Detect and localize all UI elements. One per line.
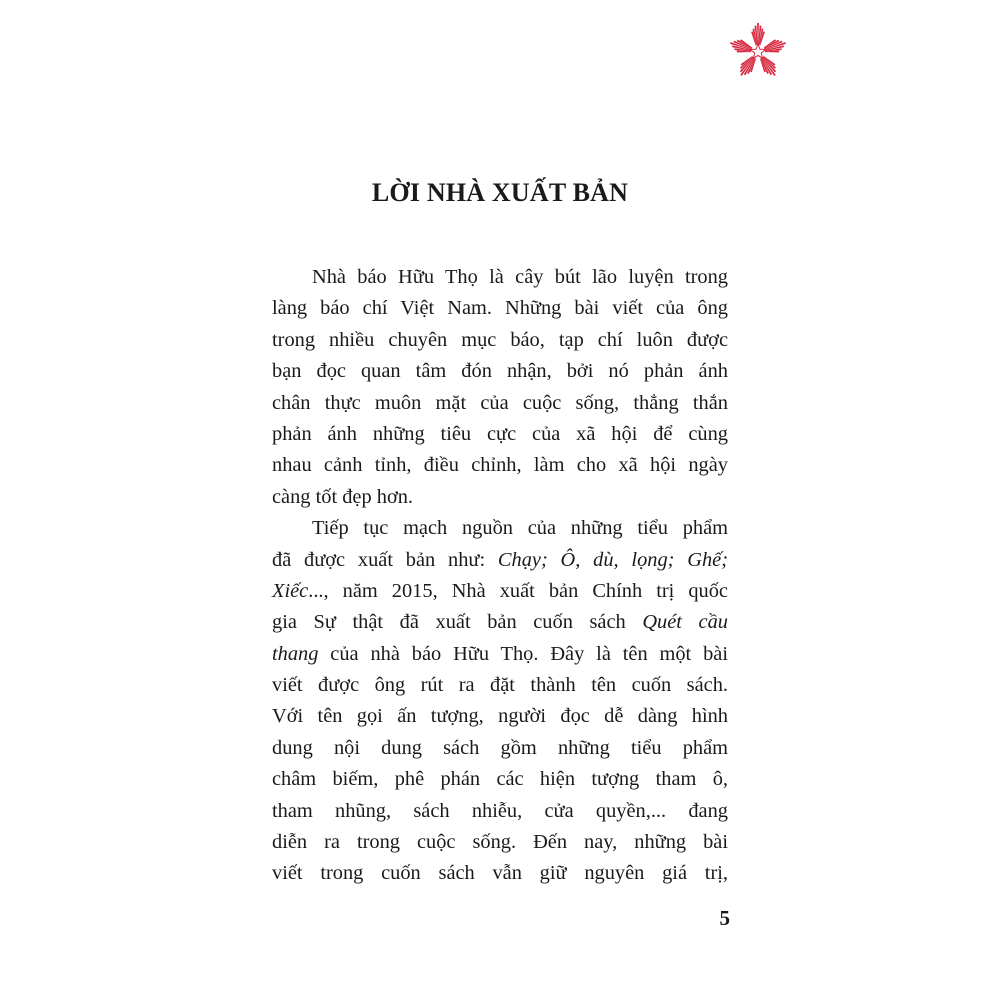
- text-run: gia Sự thật đã xuất bản cuốn sách: [272, 611, 643, 634]
- text-line: viết trong cuốn sách vẫn giữ nguyên giá trị,: [272, 862, 728, 885]
- text-line: viết được ông rút ra đặt thành tên cuốn sách.: [272, 674, 728, 697]
- text-line: càng tốt đẹp hơn.: [272, 485, 414, 508]
- text-line: bạn đọc quan tâm đón nhận, bởi nó phản ánh: [272, 360, 728, 383]
- text-line: phản ánh những tiêu cực của xã hội để cùng: [272, 422, 728, 445]
- text-line: Tiếp tục mạch nguồn của những tiểu phẩm: [312, 517, 728, 540]
- text-line: [272, 639, 728, 670]
- italic-title: Quét cầu: [642, 611, 728, 634]
- text-line: châm biếm, phê phán các hiện tượng tham ô,: [272, 768, 728, 791]
- publisher-star-logo-icon: [726, 20, 790, 84]
- text-line: chân thực muôn mặt của cuộc sống, thẳng thắn: [272, 391, 728, 414]
- body-text: [272, 262, 728, 890]
- page-title: LỜI NHÀ XUẤT BẢN: [371, 178, 629, 207]
- paragraph-2: [272, 513, 728, 890]
- text-line: [272, 545, 728, 576]
- text-line: [272, 576, 728, 607]
- italic-title: Chạy; Ô, dù, lọng; Ghế;: [497, 548, 728, 571]
- text-run: của nhà báo Hữu Thọ. Đây là tên một bài: [318, 642, 728, 665]
- italic-title: thang: [272, 642, 319, 665]
- logo-center-star: [750, 44, 765, 58]
- italic-title: Xiếc: [272, 579, 309, 602]
- text-run: ..., năm 2015, Nhà xuất bản Chính trị quốc: [308, 579, 728, 602]
- text-line: tham nhũng, sách nhiễu, cửa quyền,... đang: [272, 799, 728, 822]
- text-line: làng báo chí Việt Nam. Những bài viết của ông: [272, 297, 728, 320]
- text-line: nhau cảnh tỉnh, điều chỉnh, làm cho xã hội ngày: [272, 454, 728, 477]
- paragraph-1: [272, 262, 728, 513]
- text-line: [272, 607, 728, 638]
- text-run: đã được xuất bản như:: [272, 548, 498, 571]
- text-line: Nhà báo Hữu Thọ là cây bút lão luyện trong: [312, 266, 728, 288]
- text-line: dung nội dung sách gồm những tiểu phẩm: [272, 736, 728, 759]
- text-line: Với tên gọi ấn tượng, người đọc dễ dàng hình: [272, 705, 728, 728]
- text-line: trong nhiều chuyên mục báo, tạp chí luôn được: [272, 328, 728, 351]
- page-number: 5: [719, 906, 730, 930]
- text-line: diễn ra trong cuộc sống. Đến nay, những bài: [272, 831, 728, 854]
